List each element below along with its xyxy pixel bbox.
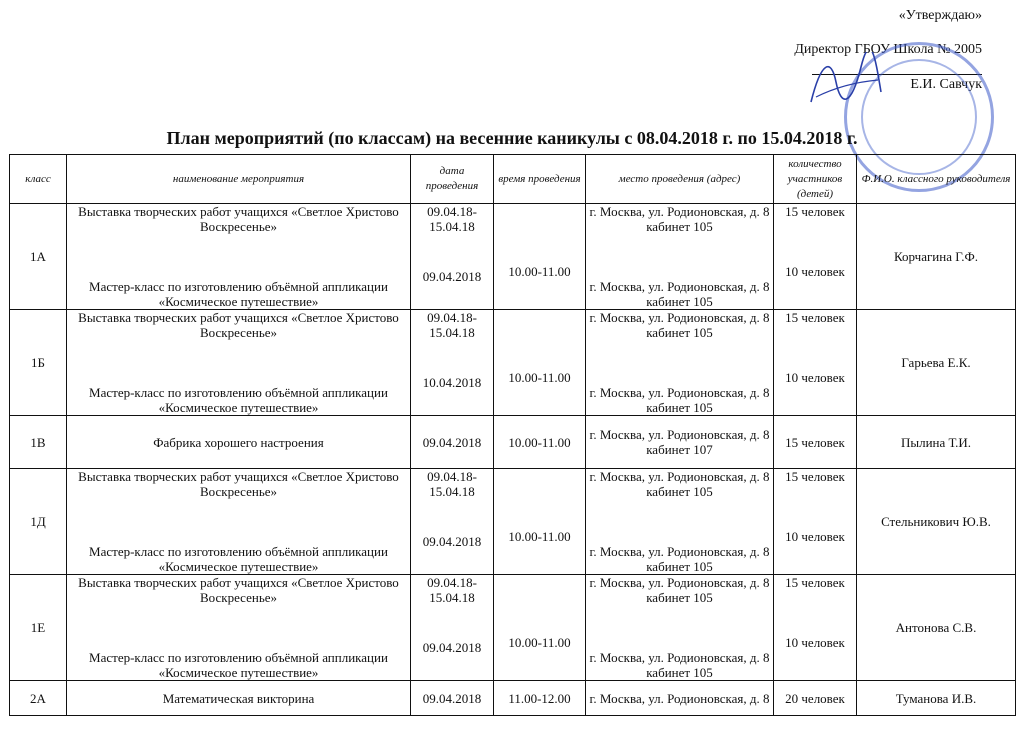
- date-1: 09.04.18-15.04.18: [427, 575, 477, 605]
- count-2: 10 человек: [785, 370, 845, 385]
- cell-time: [494, 310, 586, 416]
- cell-time: 11.00-12.00: [494, 681, 586, 716]
- count-2: 10 человек: [785, 264, 845, 279]
- approval-director-name: Е.И. Савчук: [812, 74, 982, 95]
- cell-class: 2А: [10, 681, 67, 716]
- table-row: [10, 681, 1016, 716]
- table-row: [10, 469, 1016, 575]
- cell-teacher: Туманова И.В.: [857, 681, 1016, 716]
- cell-date: [411, 310, 494, 416]
- approval-heading: «Утверждаю»: [898, 8, 982, 23]
- cell-count: [774, 204, 857, 310]
- cell-time: [494, 204, 586, 310]
- table-row: [10, 310, 1016, 416]
- date-2: 09.04.2018: [422, 640, 482, 655]
- place-1: г. Москва, ул. Родионовская, д. 8 кабинет 105: [589, 469, 770, 499]
- header-time: время проведения: [494, 155, 586, 204]
- table-header-row: [10, 155, 1016, 204]
- date-1: 09.04.18-15.04.18: [427, 310, 477, 340]
- header-place: место проведения (адрес): [586, 155, 774, 204]
- cell-count: 20 человек: [774, 681, 857, 716]
- date-2: 10.04.2018: [422, 375, 482, 390]
- cell-date: [411, 575, 494, 681]
- cell-time: 10.00-11.00: [494, 416, 586, 469]
- cell-place: [586, 204, 774, 310]
- cell-place: [586, 575, 774, 681]
- date-2: 09.04.2018: [422, 269, 482, 284]
- place-1: г. Москва, ул. Родионовская, д. 8 кабинет 105: [589, 310, 770, 340]
- date-2: 09.04.2018: [422, 534, 482, 549]
- place-2: г. Москва, ул. Родионовская, д. 8 кабинет 105: [589, 650, 770, 680]
- cell-teacher: Пылина Т.И.: [857, 416, 1016, 469]
- event-2: Мастер-класс по изготовлению объёмной аппликации «Космическое путешествие»: [89, 385, 388, 415]
- cell-event: [67, 469, 411, 575]
- cell-event: Математическая викторина: [67, 681, 411, 716]
- cell-teacher: Корчагина Г.Ф.: [857, 204, 1016, 310]
- count-1: 15 человек: [785, 469, 845, 484]
- event-1: Выставка творческих работ учащихся «Светлое Христово Воскресенье»: [78, 469, 399, 499]
- date-1: 09.04.18-15.04.18: [427, 469, 477, 499]
- count-1: 15 человек: [785, 310, 845, 325]
- page-title: План мероприятий (по классам) на весенние каникулы с 08.04.2018 г. по 15.04.2018 г.: [166, 128, 858, 148]
- count-1: 15 человек: [785, 204, 845, 219]
- header-class: класс: [10, 155, 67, 204]
- header-date: дата проведения: [411, 155, 494, 204]
- cell-count: 15 человек: [774, 416, 857, 469]
- cell-place: [586, 310, 774, 416]
- cell-place: г. Москва, ул. Родионовская, д. 8: [586, 681, 774, 716]
- count-2: 10 человек: [785, 635, 845, 650]
- table-row: [10, 575, 1016, 681]
- cell-class: 1А: [10, 204, 67, 310]
- event-2: Мастер-класс по изготовлению объёмной аппликации «Космическое путешествие»: [89, 279, 388, 309]
- event-1: Выставка творческих работ учащихся «Светлое Христово Воскресенье»: [78, 310, 399, 340]
- count-2: 10 человек: [785, 529, 845, 544]
- director-signature: [806, 52, 886, 112]
- cell-teacher: Гарьева Е.К.: [857, 310, 1016, 416]
- cell-time: [494, 469, 586, 575]
- event-2: Мастер-класс по изготовлению объёмной аппликации «Космическое путешествие»: [89, 544, 388, 574]
- table-row: [10, 204, 1016, 310]
- event-1: Выставка творческих работ учащихся «Светлое Христово Воскресенье»: [78, 204, 399, 234]
- approval-position: Директор ГБОУ Школа № 2005: [794, 42, 982, 57]
- cell-date: [411, 204, 494, 310]
- cell-event: [67, 310, 411, 416]
- cell-class: 1Б: [10, 310, 67, 416]
- place-2: г. Москва, ул. Родионовская, д. 8 кабинет 105: [589, 279, 770, 309]
- time-2: 10.00-11.00: [508, 264, 571, 279]
- date-1: 09.04.18-15.04.18: [427, 204, 477, 234]
- table-row: [10, 416, 1016, 469]
- event-1: Выставка творческих работ учащихся «Светлое Христово Воскресенье»: [78, 575, 399, 605]
- cell-count: [774, 310, 857, 416]
- cell-event: [67, 204, 411, 310]
- time-2: 10.00-11.00: [508, 635, 571, 650]
- cell-date: 09.04.2018: [411, 416, 494, 469]
- header-teacher: Ф.И.О. классного руководителя: [857, 155, 1016, 204]
- cell-teacher: Антонова С.В.: [857, 575, 1016, 681]
- cell-class: 1Е: [10, 575, 67, 681]
- cell-place: [586, 469, 774, 575]
- events-table: [9, 154, 1016, 716]
- cell-count: [774, 575, 857, 681]
- header-event: наименование мероприятия: [67, 155, 411, 204]
- cell-place: г. Москва, ул. Родионовская, д. 8 кабинет 107: [586, 416, 774, 469]
- cell-teacher: Стельникович Ю.В.: [857, 469, 1016, 575]
- place-1: г. Москва, ул. Родионовская, д. 8 кабинет 105: [589, 204, 770, 234]
- cell-class: 1Д: [10, 469, 67, 575]
- cell-event: [67, 575, 411, 681]
- cell-count: [774, 469, 857, 575]
- cell-time: [494, 575, 586, 681]
- place-1: г. Москва, ул. Родионовская, д. 8 кабинет 105: [589, 575, 770, 605]
- time-2: 10.00-11.00: [508, 370, 571, 385]
- time-2: 10.00-11.00: [508, 529, 571, 544]
- place-2: г. Москва, ул. Родионовская, д. 8 кабинет 105: [589, 385, 770, 415]
- cell-class: 1В: [10, 416, 67, 469]
- event-2: Мастер-класс по изготовлению объёмной аппликации «Космическое путешествие»: [89, 650, 388, 680]
- cell-date: [411, 469, 494, 575]
- count-1: 15 человек: [785, 575, 845, 590]
- header-count: количество участников (детей): [774, 155, 857, 204]
- place-2: г. Москва, ул. Родионовская, д. 8 кабинет 105: [589, 544, 770, 574]
- cell-event: Фабрика хорошего настроения: [67, 416, 411, 469]
- cell-date: 09.04.2018: [411, 681, 494, 716]
